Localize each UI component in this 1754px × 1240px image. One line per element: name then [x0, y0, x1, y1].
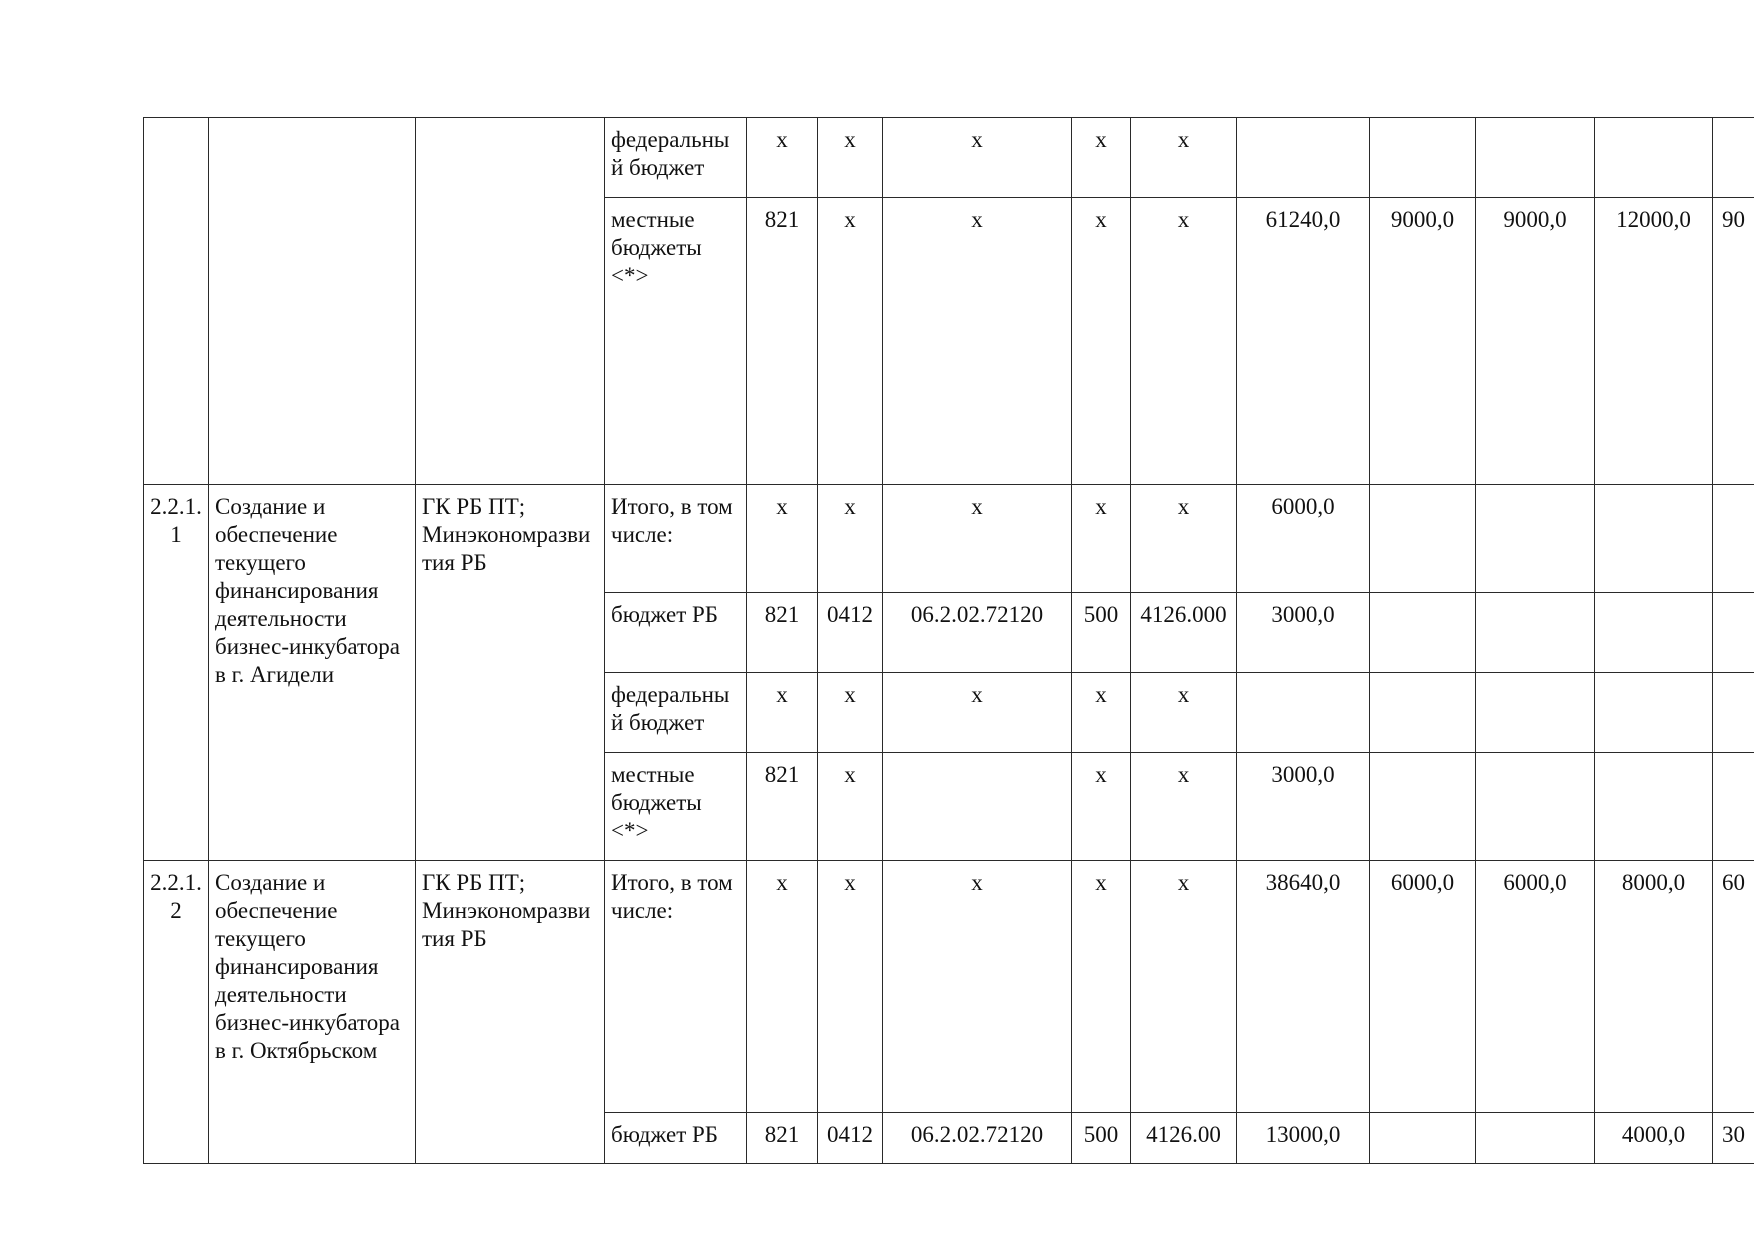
table-row	[144, 861, 1754, 1113]
csr-cell: x	[883, 861, 1072, 1113]
csr-cell: x	[883, 198, 1072, 485]
csr-cell: 06.2.02.72120	[883, 1113, 1072, 1164]
number-cell: 2.2.1.2	[144, 861, 209, 1164]
table-row	[144, 118, 1754, 198]
year3-cell	[1595, 485, 1713, 593]
year3-cell: 8000,0	[1595, 861, 1713, 1113]
year1-cell	[1370, 593, 1476, 673]
year4-cell	[1713, 118, 1754, 198]
year2-cell	[1476, 118, 1595, 198]
csr-cell: x	[883, 485, 1072, 593]
vr-cell: x	[1072, 673, 1131, 753]
total-cell: 38640,0	[1237, 861, 1370, 1113]
rz-cell: 0412	[818, 1113, 883, 1164]
source-cell: Итого, в том числе:	[605, 861, 747, 1113]
executor-cell: ГК РБ ПТ; Минэкономразвития РБ	[416, 485, 605, 861]
grbs-cell: x	[747, 118, 818, 198]
rz-cell: x	[818, 485, 883, 593]
source-cell: местные бюджеты <*>	[605, 198, 747, 485]
kosgu-cell: x	[1131, 118, 1237, 198]
csr-cell: x	[883, 673, 1072, 753]
grbs-cell: x	[747, 485, 818, 593]
kosgu-cell: x	[1131, 673, 1237, 753]
year4-cell	[1713, 485, 1754, 593]
vr-cell: x	[1072, 485, 1131, 593]
source-cell: местные бюджеты <*>	[605, 753, 747, 861]
rz-cell: x	[818, 673, 883, 753]
year3-cell	[1595, 118, 1713, 198]
year2-cell	[1476, 593, 1595, 673]
total-cell: 13000,0	[1237, 1113, 1370, 1164]
source-cell: бюджет РБ	[605, 593, 747, 673]
year2-cell: 9000,0	[1476, 198, 1595, 485]
kosgu-cell: 4126.000	[1131, 593, 1237, 673]
year4-cell	[1713, 753, 1754, 861]
total-cell	[1237, 118, 1370, 198]
year3-cell	[1595, 753, 1713, 861]
year2-cell: 6000,0	[1476, 861, 1595, 1113]
year4-cell	[1713, 593, 1754, 673]
year1-cell: 6000,0	[1370, 861, 1476, 1113]
table-row	[144, 485, 1754, 593]
kosgu-cell: x	[1131, 861, 1237, 1113]
vr-cell: 500	[1072, 593, 1131, 673]
year3-cell: 12000,0	[1595, 198, 1713, 485]
grbs-cell: 821	[747, 1113, 818, 1164]
vr-cell: 500	[1072, 1113, 1131, 1164]
number-cell	[144, 118, 209, 485]
source-cell: федеральный бюджет	[605, 673, 747, 753]
year4-cell	[1713, 673, 1754, 753]
year2-cell	[1476, 1113, 1595, 1164]
name-cell: Создание и обеспечение текущего финансирования деятельности бизнес-инкубатора в г. Агидели	[209, 485, 416, 861]
year1-cell	[1370, 118, 1476, 198]
total-cell: 3000,0	[1237, 753, 1370, 861]
grbs-cell: 821	[747, 593, 818, 673]
number-cell: 2.2.1.1	[144, 485, 209, 861]
vr-cell: x	[1072, 861, 1131, 1113]
year1-cell	[1370, 1113, 1476, 1164]
year4-cell: 90	[1713, 198, 1754, 485]
year1-cell	[1370, 485, 1476, 593]
rz-cell: x	[818, 118, 883, 198]
year1-cell: 9000,0	[1370, 198, 1476, 485]
vr-cell: x	[1072, 753, 1131, 861]
kosgu-cell: x	[1131, 485, 1237, 593]
rz-cell: x	[818, 753, 883, 861]
total-cell: 6000,0	[1237, 485, 1370, 593]
year4-cell: 30	[1713, 1113, 1754, 1164]
year2-cell	[1476, 485, 1595, 593]
year3-cell	[1595, 593, 1713, 673]
rz-cell: x	[818, 198, 883, 485]
executor-cell	[416, 118, 605, 485]
source-cell: Итого, в том числе:	[605, 485, 747, 593]
total-cell	[1237, 673, 1370, 753]
kosgu-cell: 4126.00	[1131, 1113, 1237, 1164]
year3-cell: 4000,0	[1595, 1113, 1713, 1164]
name-cell: Создание и обеспечение текущего финансирования деятельности бизнес-инкубатора в г. Октябрьском	[209, 861, 416, 1164]
total-cell: 3000,0	[1237, 593, 1370, 673]
source-cell: бюджет РБ	[605, 1113, 747, 1164]
year1-cell	[1370, 753, 1476, 861]
grbs-cell: 821	[747, 753, 818, 861]
year3-cell	[1595, 673, 1713, 753]
name-cell	[209, 118, 416, 485]
year4-cell: 60	[1713, 861, 1754, 1113]
year1-cell	[1370, 673, 1476, 753]
grbs-cell: x	[747, 673, 818, 753]
year2-cell	[1476, 673, 1595, 753]
rz-cell: x	[818, 861, 883, 1113]
rz-cell: 0412	[818, 593, 883, 673]
vr-cell: x	[1072, 118, 1131, 198]
kosgu-cell: x	[1131, 198, 1237, 485]
grbs-cell: 821	[747, 198, 818, 485]
executor-cell: ГК РБ ПТ; Минэкономразвития РБ	[416, 861, 605, 1164]
source-cell: федеральный бюджет	[605, 118, 747, 198]
vr-cell: x	[1072, 198, 1131, 485]
budget-table	[143, 117, 1754, 1164]
total-cell: 61240,0	[1237, 198, 1370, 485]
csr-cell: 06.2.02.72120	[883, 593, 1072, 673]
kosgu-cell: x	[1131, 753, 1237, 861]
csr-cell	[883, 753, 1072, 861]
csr-cell: x	[883, 118, 1072, 198]
grbs-cell: x	[747, 861, 818, 1113]
year2-cell	[1476, 753, 1595, 861]
